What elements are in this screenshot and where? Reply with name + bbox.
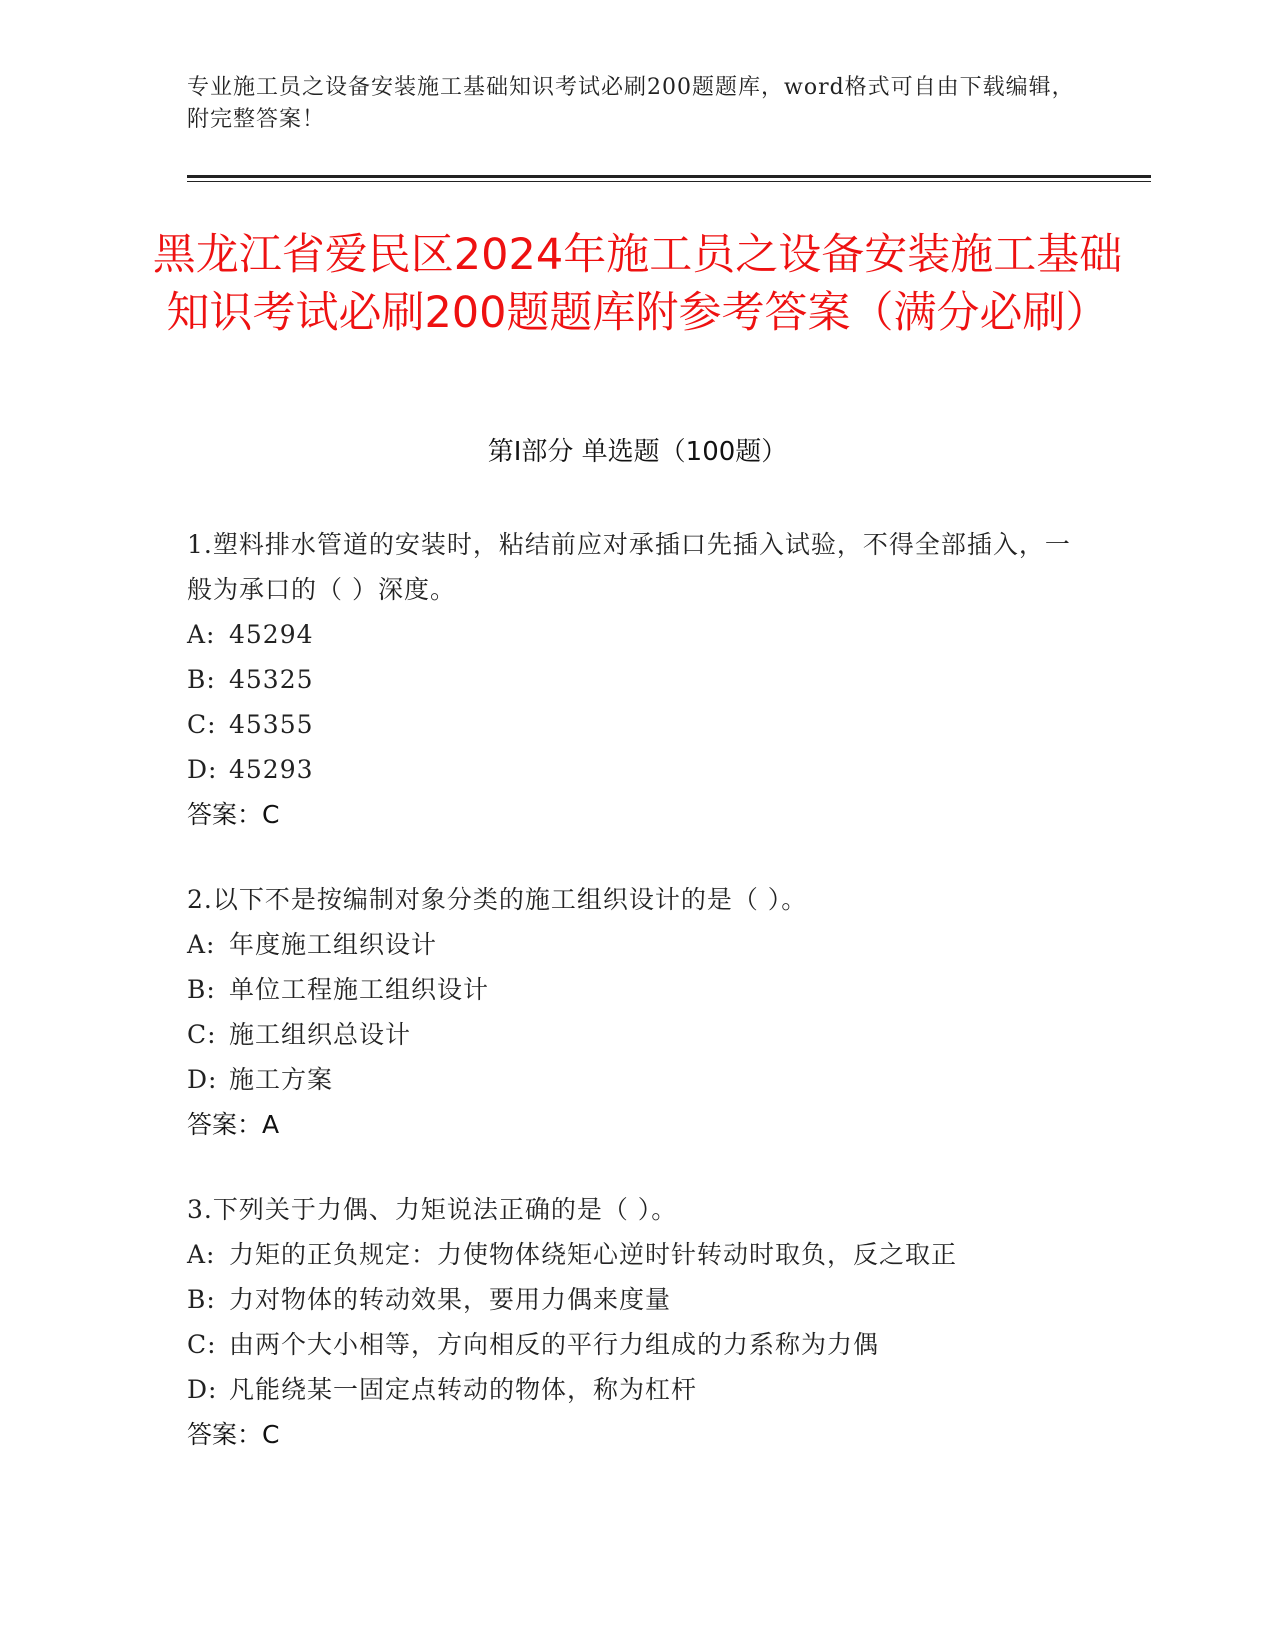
question-2: [187, 877, 1087, 1147]
question-text: 2.以下不是按编制对象分类的施工组织设计的是（ ）。: [187, 885, 808, 914]
option-key: A:: [187, 620, 216, 649]
option-c: [187, 1012, 1087, 1057]
answer-line: 答案：A: [187, 1110, 280, 1139]
option-d: [187, 1367, 1087, 1412]
header-rule-thick: [187, 175, 1151, 178]
option-key: C:: [187, 710, 217, 739]
option-value: 45355: [229, 710, 314, 739]
option-value: 力对物体的转动效果，要用力偶来度量: [229, 1285, 672, 1314]
option-value: 45293: [229, 755, 314, 784]
option-value: 45294: [229, 620, 314, 649]
question-list: [187, 522, 1087, 1497]
header-rule-thin: [187, 181, 1151, 182]
option-value: 力矩的正负规定：力使物体绕矩心逆时针转动时取负，反之取正: [229, 1240, 958, 1269]
option-value: 45325: [229, 665, 314, 694]
question-3: [187, 1187, 1087, 1457]
option-a: [187, 922, 1087, 967]
option-value: 单位工程施工组织设计: [229, 975, 490, 1004]
question-1: [187, 522, 1087, 837]
document-title: 黑龙江省爱民区2024年施工员之设备安装施工基础知识考试必刷200题题库附参考答案（满分必刷）: [152, 230, 1123, 338]
option-d: [187, 747, 1087, 792]
question-text: 1.塑料排水管道的安装时，粘结前应对承插口先插入试验，不得全部插入，一般为承口的（ ）深度。: [187, 530, 1071, 604]
section-title: 第I部分 单选题（100题）: [487, 437, 788, 467]
answer-line: 答案：C: [187, 800, 280, 829]
option-a: [187, 1232, 1087, 1277]
option-d: [187, 1057, 1087, 1102]
option-key: B:: [187, 975, 216, 1004]
option-b: [187, 967, 1087, 1012]
option-key: B:: [187, 665, 216, 694]
option-key: C:: [187, 1020, 217, 1049]
option-key: D:: [187, 755, 218, 784]
option-b: [187, 1277, 1087, 1322]
option-key: D:: [187, 1375, 218, 1404]
option-key: A:: [187, 1240, 216, 1269]
option-value: 施工组织总设计: [229, 1020, 412, 1049]
option-key: A:: [187, 930, 216, 959]
option-key: D:: [187, 1065, 218, 1094]
option-a: [187, 612, 1087, 657]
option-c: [187, 702, 1087, 747]
header-note: 专业施工员之设备安装施工基础知识考试必刷200题题库，word格式可自由下载编辑，附完整答案！: [187, 75, 1075, 132]
option-b: [187, 657, 1087, 702]
option-value: 年度施工组织设计: [229, 930, 438, 959]
option-c: [187, 1322, 1087, 1367]
option-value: 施工方案: [229, 1065, 334, 1094]
option-key: C:: [187, 1330, 217, 1359]
option-key: B:: [187, 1285, 216, 1314]
option-value: 凡能绕某一固定点转动的物体，称为杠杆: [229, 1375, 698, 1404]
answer-line: 答案：C: [187, 1420, 280, 1449]
question-text: 3.下列关于力偶、力矩说法正确的是（ ）。: [187, 1195, 678, 1224]
option-value: 由两个大小相等，方向相反的平行力组成的力系称为力偶: [229, 1330, 880, 1359]
